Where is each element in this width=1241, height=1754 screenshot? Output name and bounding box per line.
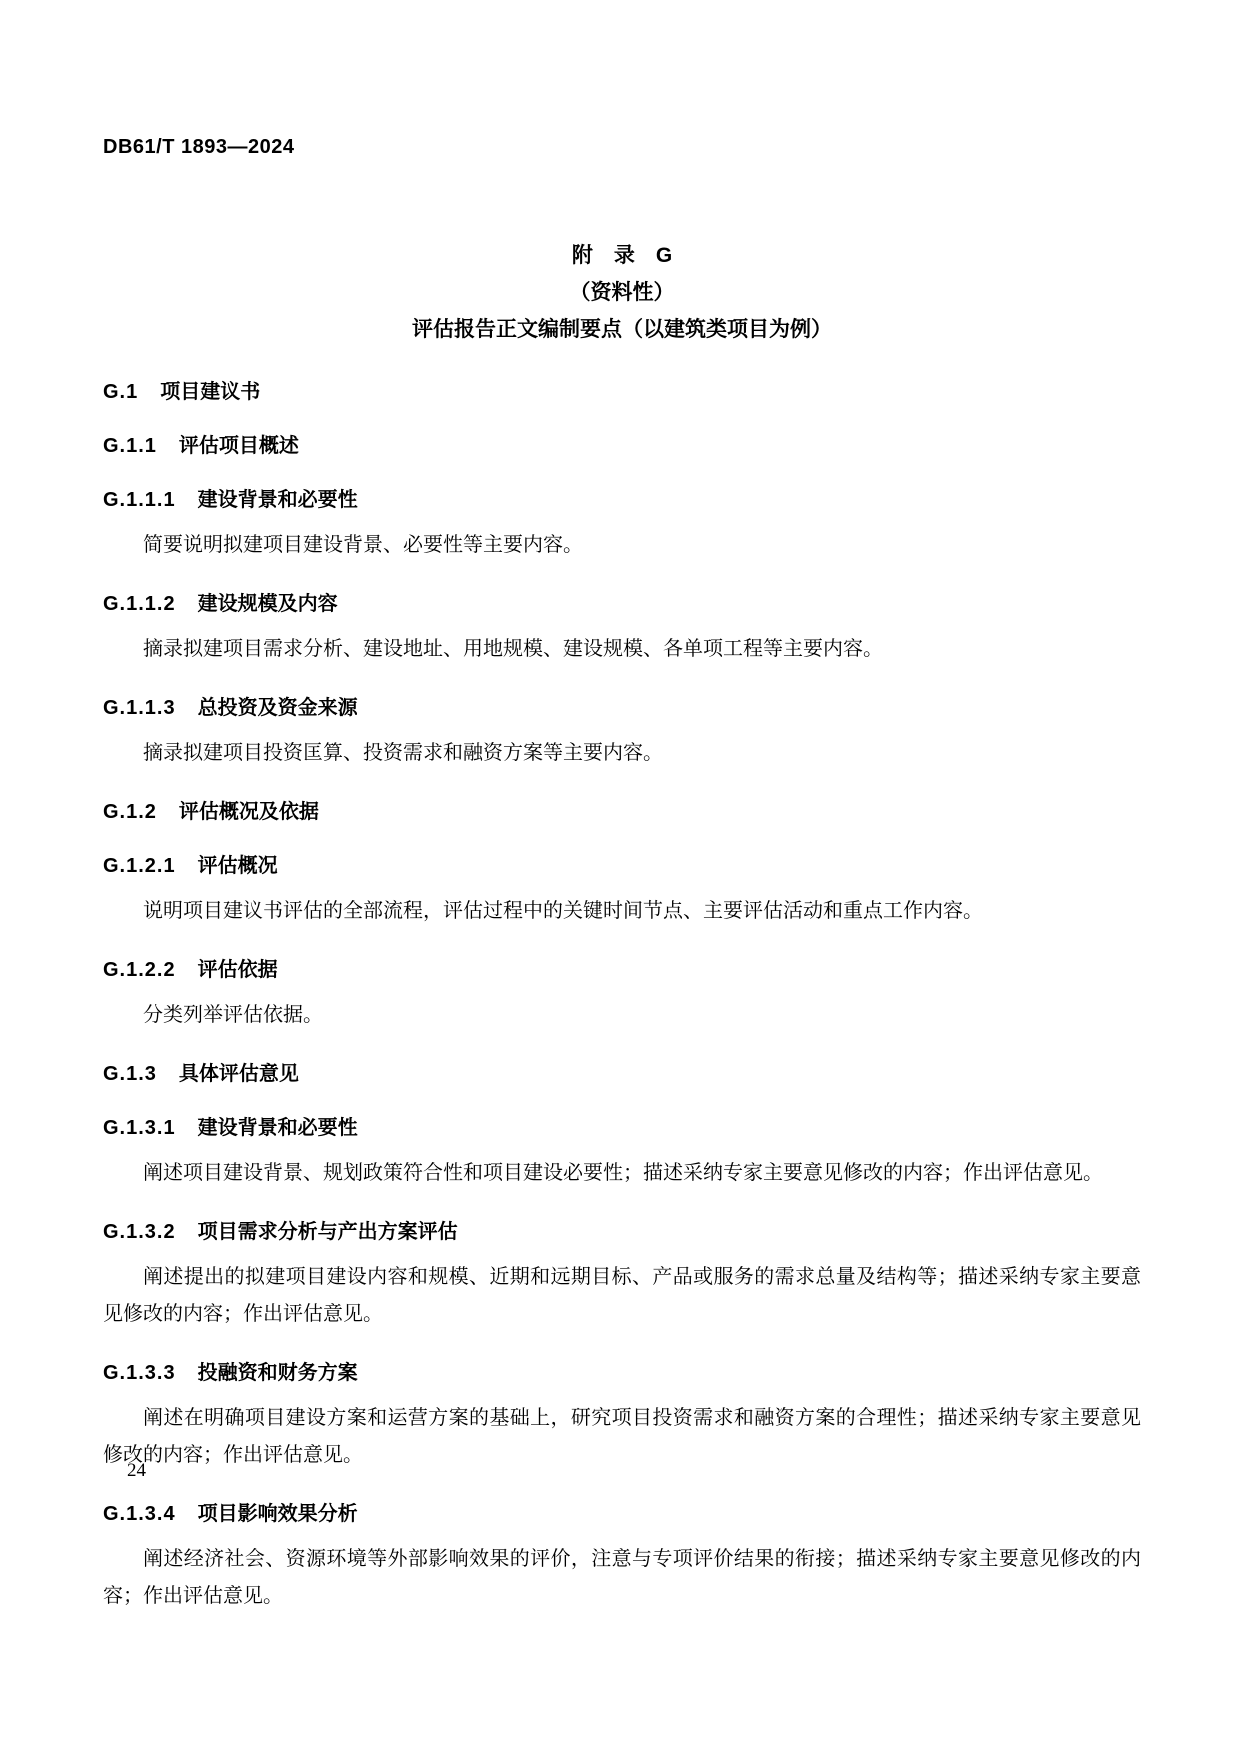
heading-number: G.1.3.4 — [103, 1503, 176, 1525]
appendix-title: 附 录 G — [571, 244, 673, 267]
heading-text: 总投资及资金来源 — [197, 697, 358, 719]
appendix-subject: 评估报告正文编制要点（以建筑类项目为例） — [412, 318, 832, 341]
heading-text: 项目建议书 — [160, 381, 261, 403]
body-paragraph: 摘录拟建项目投资匡算、投资需求和融资方案等主要内容。 — [143, 742, 663, 764]
heading-text: 建设背景和必要性 — [197, 489, 358, 511]
body-paragraph: 阐述项目建设背景、规划政策符合性和项目建设必要性；描述采纳专家主要意见修改的内容；作出评估意见。 — [143, 1162, 1103, 1184]
heading-text: 建设背景和必要性 — [197, 1117, 358, 1139]
heading-text: 具体评估意见 — [178, 1063, 299, 1085]
body-paragraph: 简要说明拟建项目建设背景、必要性等主要内容。 — [143, 534, 583, 556]
section-heading — [103, 378, 1141, 406]
heading-text: 建设规模及内容 — [197, 593, 338, 615]
section-heading — [103, 590, 1141, 618]
heading-text: 评估项目概述 — [178, 435, 299, 457]
section-heading — [103, 956, 1141, 984]
heading-number: G.1.3.3 — [103, 1362, 176, 1384]
heading-number: G.1 — [103, 381, 139, 403]
section-heading — [103, 432, 1141, 460]
heading-number: G.1.1.1 — [103, 489, 176, 511]
heading-text: 投融资和财务方案 — [197, 1362, 358, 1384]
heading-number: G.1.2.1 — [103, 855, 176, 877]
body-paragraph: 阐述在明确项目建设方案和运营方案的基础上，研究项目投资需求和融资方案的合理性；描述采纳专家主要意见修改的内容；作出评估意见。 — [103, 1407, 1141, 1466]
appendix-type-note: （资料性） — [569, 281, 675, 304]
heading-number: G.1.1.2 — [103, 593, 176, 615]
appendix-title-block — [103, 237, 1141, 348]
section-heading — [103, 1500, 1141, 1528]
heading-number: G.1.3.2 — [103, 1221, 176, 1243]
page-number: 24 — [127, 1460, 146, 1481]
heading-text: 评估依据 — [197, 959, 278, 981]
heading-number: G.1.3.1 — [103, 1117, 176, 1139]
heading-number: G.1.2 — [103, 801, 157, 823]
heading-text: 评估概况 — [197, 855, 278, 877]
section-heading — [103, 1060, 1141, 1088]
heading-number: G.1.1.3 — [103, 697, 176, 719]
heading-number: G.1.3 — [103, 1063, 157, 1085]
section-heading — [103, 1114, 1141, 1142]
section-heading — [103, 1359, 1141, 1387]
body-paragraph: 阐述经济社会、资源环境等外部影响效果的评价，注意与专项评价结果的衔接；描述采纳专家主要意见修改的内容；作出评估意见。 — [103, 1548, 1141, 1607]
heading-text: 项目需求分析与产出方案评估 — [197, 1221, 458, 1243]
heading-number: G.1.1 — [103, 435, 157, 457]
section-heading — [103, 694, 1141, 722]
heading-text: 项目影响效果分析 — [197, 1503, 358, 1525]
body-paragraph: 阐述提出的拟建项目建设内容和规模、近期和远期目标、产品或服务的需求总量及结构等；描述采纳专家主要意见修改的内容；作出评估意见。 — [103, 1266, 1141, 1325]
content-blocks — [103, 378, 1141, 1615]
heading-text: 评估概况及依据 — [178, 801, 319, 823]
doc-number: DB61/T 1893—2024 — [103, 136, 295, 158]
section-heading — [103, 852, 1141, 880]
body-paragraph: 摘录拟建项目需求分析、建设地址、用地规模、建设规模、各单项工程等主要内容。 — [143, 638, 883, 660]
body-paragraph: 说明项目建议书评估的全部流程，评估过程中的关键时间节点、主要评估活动和重点工作内容。 — [143, 900, 983, 922]
section-heading — [103, 486, 1141, 514]
heading-number: G.1.2.2 — [103, 959, 176, 981]
body-paragraph: 分类列举评估依据。 — [143, 1004, 323, 1026]
section-heading — [103, 1218, 1141, 1246]
section-heading — [103, 798, 1141, 826]
